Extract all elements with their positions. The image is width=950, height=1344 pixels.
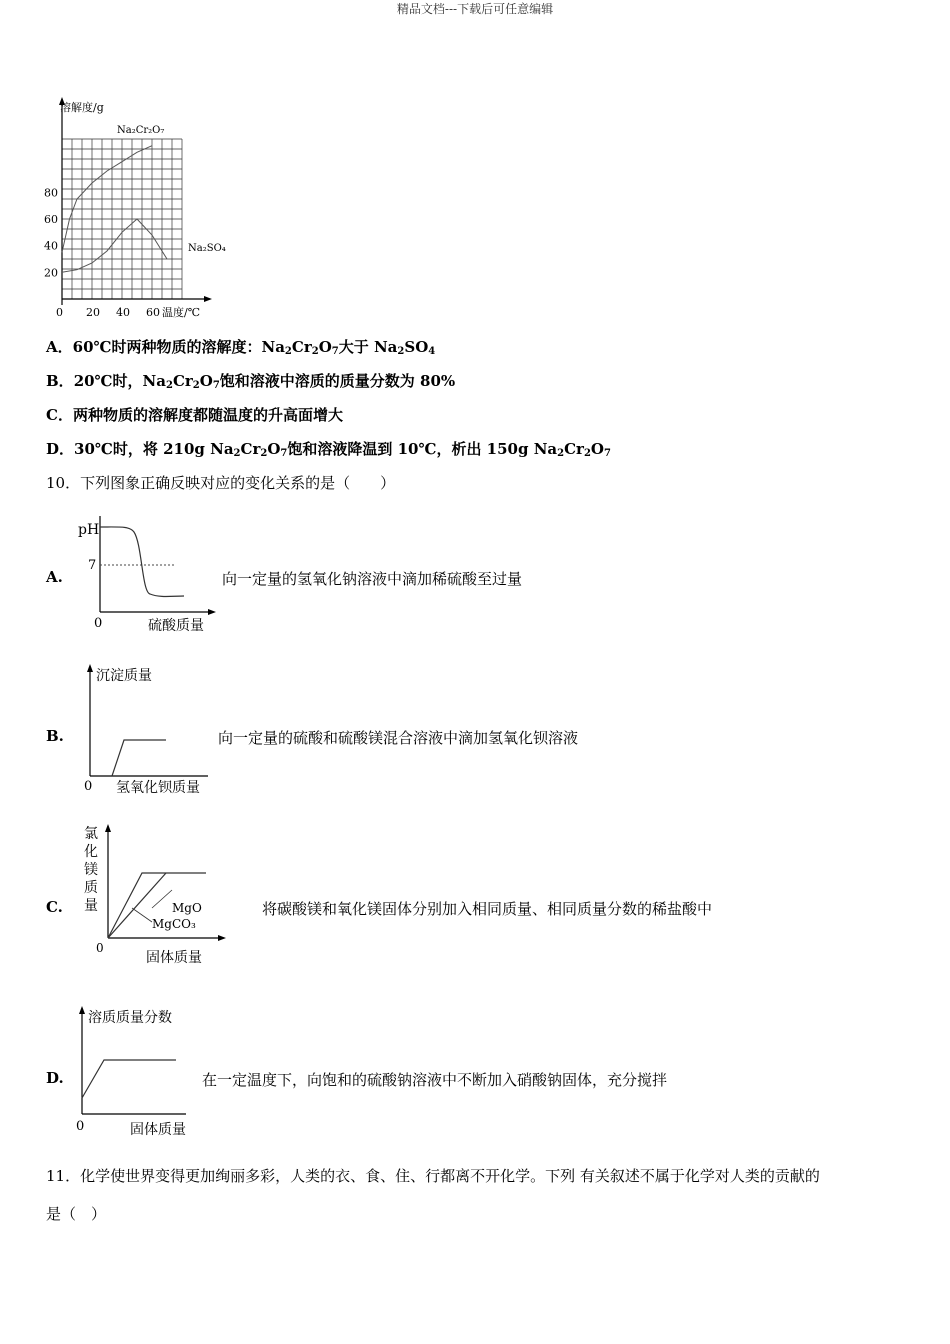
option-text: 60℃时两种物质的溶解度：Na bbox=[72, 338, 285, 356]
subscript: 2 bbox=[284, 346, 292, 357]
origin-label: 0 bbox=[76, 1119, 85, 1134]
option-text: SO bbox=[404, 338, 429, 356]
subscript: 2 bbox=[311, 346, 319, 357]
option-text: O bbox=[199, 372, 213, 390]
page-header: 精品文档---下载后可任意编辑 bbox=[396, 2, 554, 16]
q11-stem-line1: 11．化学使世界变得更加绚丽多彩，人类的衣、食、住、行都离不开化学。下列 有关叙述不属于化学对人类的贡献的 bbox=[46, 1167, 820, 1185]
option-text: 30℃时，将 210g Na bbox=[74, 440, 234, 458]
axis-y-arrow bbox=[87, 664, 93, 672]
q10-option-b-desc: 向一定量的硫酸和硫酸镁混合溶液中滴加氢氧化钡溶液 bbox=[218, 729, 579, 747]
option-text: Cr bbox=[291, 338, 312, 356]
pointer-mgco3 bbox=[132, 908, 152, 922]
q10-graph-b bbox=[78, 660, 228, 798]
series-label-na2cr2o7: Na₂Cr₂O₇ bbox=[117, 125, 165, 136]
option-text: 饱和溶液中溶质的质量分数为 80% bbox=[219, 372, 456, 390]
option-text: Cr bbox=[172, 372, 193, 390]
subscript: 7 bbox=[280, 448, 288, 459]
option-text: Cr bbox=[564, 440, 584, 458]
mass-fraction-line bbox=[82, 1060, 176, 1098]
x-tick-label: 0 bbox=[56, 306, 63, 319]
q9-option-d[interactable]: D．30℃时，将 210g $Na_2Cr_2O_7$饱和溶液降温到 10℃，析出 150g $Na_2Cr_2O_7$ bbox=[46, 440, 611, 459]
q10-graph-c bbox=[80, 820, 240, 970]
y-tick-label: 40 bbox=[44, 239, 58, 253]
q10-option-b-letter[interactable]: B. bbox=[46, 727, 64, 745]
option-text: 两种物质的溶解度都随温度的升高面增大 bbox=[72, 406, 343, 424]
subscript: 7 bbox=[603, 448, 611, 459]
subscript: 7 bbox=[212, 380, 220, 391]
subscript: 2 bbox=[260, 448, 268, 459]
precipitate-line bbox=[112, 740, 166, 776]
label-mgco3: MgCO₃ bbox=[152, 917, 196, 931]
axis-y-label: pH bbox=[78, 522, 100, 538]
q10-option-c-desc: 将碳酸镁和氧化镁固体分别加入相同质量、相同质量分数的稀盐酸中 bbox=[262, 900, 713, 918]
axis-y-label-char: 镁 bbox=[84, 862, 98, 878]
axis-y-label-char: 量 bbox=[84, 898, 98, 914]
origin-label: 0 bbox=[84, 779, 93, 794]
subscript: 7 bbox=[331, 346, 339, 357]
axis-x-label: 固体质量 bbox=[130, 1122, 186, 1138]
subscript: 2 bbox=[165, 380, 173, 391]
series-label-na2so4: Na₂SO₄ bbox=[188, 243, 226, 254]
q9-option-b[interactable]: B．20℃时，$Na_2Cr_2O_7$饱和溶液中溶质的质量分数为 80% bbox=[46, 372, 456, 391]
axis-y-label-char: 质 bbox=[84, 880, 98, 896]
option-text: Cr bbox=[240, 440, 261, 458]
axis-x-label: 硫酸质量 bbox=[148, 618, 204, 634]
option-text: 饱和溶液降温到 10℃，析出 150g Na bbox=[287, 440, 558, 458]
axis-y-label bbox=[84, 826, 98, 914]
q9-option-c[interactable]: C．两种物质的溶解度都随温度的升高面增大 bbox=[46, 406, 343, 424]
y-tick-label: 60 bbox=[44, 213, 58, 226]
q10-graph-d bbox=[70, 1002, 220, 1142]
x-tick-label: 20 bbox=[86, 306, 100, 319]
tick-7: 7 bbox=[88, 558, 97, 573]
axis-x-arrow bbox=[208, 609, 216, 615]
q10-option-a-letter[interactable]: A. bbox=[46, 568, 63, 586]
y-tick-label: 80 bbox=[44, 186, 58, 200]
chart-grid bbox=[62, 139, 182, 299]
axis-y-arrow bbox=[105, 824, 111, 832]
q10-option-c-letter[interactable]: C. bbox=[46, 898, 63, 916]
axis-y-label: 沉淀质量 bbox=[96, 668, 152, 684]
axis-x-arrow bbox=[218, 935, 226, 941]
y-tick-label: 20 bbox=[44, 266, 58, 280]
q11-stem-line2: 是（ ） bbox=[46, 1205, 107, 1223]
x-tick-label: 60 bbox=[146, 306, 160, 319]
option-text: O bbox=[318, 338, 332, 356]
solubility-chart bbox=[30, 95, 260, 325]
q10-option-d-desc: 在一定温度下，向饱和的硫酸钠溶液中不断加入硝酸钠固体，充分搅拌 bbox=[202, 1071, 668, 1089]
axis-y-arrow bbox=[79, 1006, 85, 1014]
subscript: 2 bbox=[233, 448, 241, 459]
q10-option-a-desc: 向一定量的氢氧化钠溶液中滴加稀硫酸至过量 bbox=[222, 570, 523, 588]
option-text: O bbox=[267, 440, 281, 458]
ph-curve bbox=[100, 527, 184, 597]
q10-option-d-letter[interactable]: D. bbox=[46, 1069, 64, 1087]
y-axis-label: 溶解度/g bbox=[60, 101, 104, 114]
subscript: 2 bbox=[192, 380, 200, 391]
axis-y-label-char: 氯 bbox=[84, 826, 98, 842]
pointer-mgo bbox=[152, 890, 172, 908]
axis-x-label: 氢氧化钡质量 bbox=[116, 780, 200, 796]
subscript: 2 bbox=[583, 448, 591, 459]
x-tick-label: 40 bbox=[116, 306, 130, 319]
x-axis-arrow bbox=[204, 296, 212, 302]
q10-graph-a bbox=[72, 512, 222, 637]
subscript: 4 bbox=[428, 346, 436, 357]
series-line-na2so4 bbox=[62, 219, 167, 272]
option-text: 大于 Na bbox=[338, 338, 398, 356]
option-text: 20℃时，Na bbox=[73, 372, 166, 390]
axis-y-label: 溶质质量分数 bbox=[88, 1010, 172, 1026]
axis-y-label-char: 化 bbox=[84, 844, 98, 860]
x-axis-label: 温度/℃ bbox=[162, 306, 201, 319]
subscript: 2 bbox=[397, 346, 405, 357]
origin-label: 0 bbox=[94, 616, 103, 631]
q10-stem: 10．下列图象正确反映对应的变化关系的是（ ） bbox=[46, 474, 396, 492]
axis-x-label: 固体质量 bbox=[146, 950, 202, 966]
subscript: 2 bbox=[557, 448, 565, 459]
origin-label: 0 bbox=[96, 941, 104, 955]
label-mgo: MgO bbox=[172, 901, 202, 915]
option-text: O bbox=[590, 440, 604, 458]
q9-option-a[interactable]: A．60℃时两种物质的溶解度：$Na_2Cr_2O_7$大于 $Na_2SO_4$ bbox=[46, 338, 436, 357]
